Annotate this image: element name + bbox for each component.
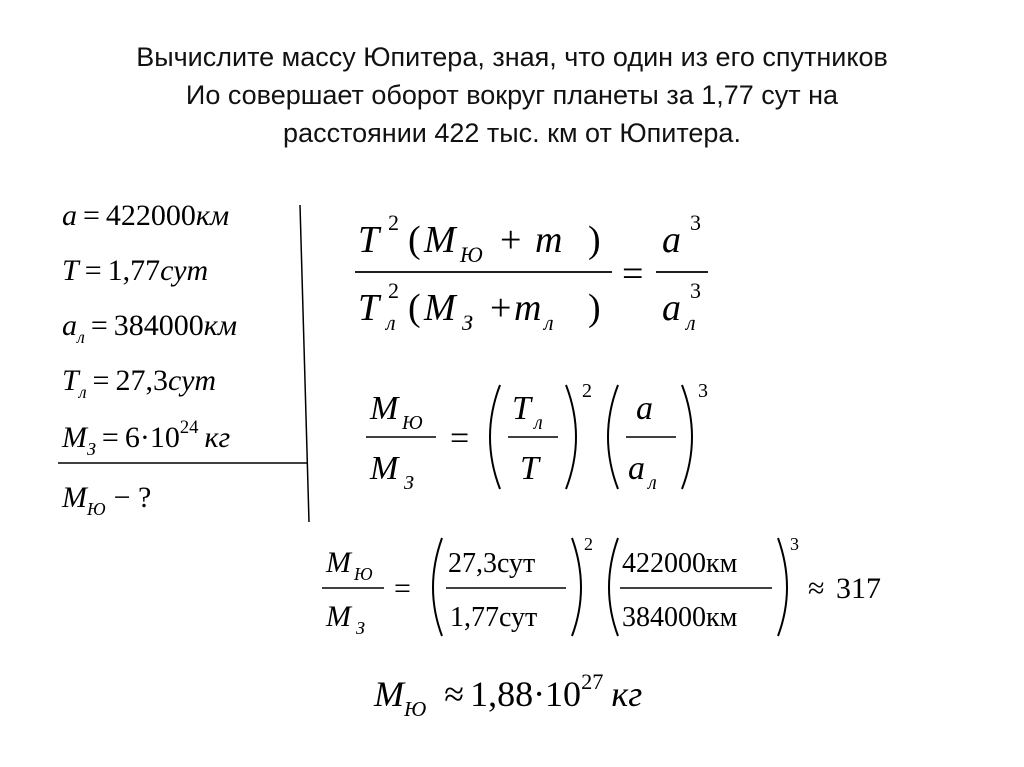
- given-a-moon: $a_л = 384000км$: [62, 309, 237, 348]
- numeric-result: 317: [836, 572, 881, 605]
- kepler-den-m: M: [424, 287, 456, 329]
- given-m-earth: $M_З = 6\cdot 10^{24}$ кг: [62, 417, 231, 460]
- ratio-p2-exp: 3: [698, 380, 708, 402]
- numeric-p1-num: 27,3сут: [448, 548, 536, 579]
- kepler-rhs-den-sub: л: [686, 310, 696, 335]
- given-m-earth-symbol: M: [62, 421, 87, 454]
- ratio-p1-exp: 2: [582, 380, 592, 402]
- given-m-earth-sub: З: [87, 439, 96, 460]
- numeric-lhs-num-m: M: [326, 546, 351, 579]
- ratio-p1-den-t: T: [520, 450, 539, 487]
- numeric-lhs-num-sub: Ю: [354, 564, 373, 584]
- kepler-num-lparen: (: [408, 219, 421, 261]
- title-line-3: расстоянии 422 тыс. км от Юпитера.: [283, 118, 741, 148]
- numeric-p2-rparen: [778, 538, 787, 636]
- kepler-rhs-den-a: a: [662, 287, 681, 329]
- given-a-moon-value: 384000: [113, 309, 204, 342]
- kepler-num-small-m: m: [535, 219, 563, 261]
- kepler-den-lparen: (: [408, 287, 421, 329]
- final-answer: [374, 669, 643, 721]
- kepler-den-small-m-sub: л: [544, 310, 554, 335]
- ratio-p2-rparen: [682, 385, 692, 489]
- kepler-num-m-sub: Ю: [460, 242, 483, 267]
- numeric-p2-lparen: [609, 538, 618, 636]
- kepler-den-t-sub: л: [386, 310, 396, 335]
- given-a-value: 422000: [105, 199, 196, 232]
- kepler-num-m: M: [424, 219, 456, 261]
- given-t-moon: $T_л = 27,3сут$: [62, 364, 217, 403]
- numeric-formula: [320, 530, 900, 640]
- kepler-den-plus: +: [490, 287, 512, 329]
- given-m-earth-exp: 24: [179, 417, 199, 439]
- find-symbol: M: [62, 481, 87, 514]
- ratio-lhs-num-m: M: [370, 390, 399, 427]
- ratio-p2-den-sub: л: [648, 472, 657, 494]
- kepler-num-t: T: [358, 219, 380, 261]
- answer-sub: Ю: [404, 696, 427, 721]
- answer-approx: ≈: [444, 674, 465, 714]
- kepler-rhs-den-exp: 3: [690, 278, 701, 303]
- numeric-approx: ≈: [808, 572, 825, 605]
- given-t-moon-symbol: T: [62, 364, 79, 397]
- answer-unit: кг: [611, 674, 643, 714]
- answer-symbol: M: [374, 674, 404, 714]
- numeric-p2-num: 422000км: [622, 548, 738, 579]
- numeric-p1-lparen: [433, 538, 442, 636]
- ratio-p1-lparen: [490, 385, 500, 489]
- numeric-p1-exp: 2: [584, 534, 593, 554]
- ratio-p1-num-t: T: [512, 390, 531, 427]
- answer-value: 1,88·10: [470, 674, 582, 714]
- given-a-unit: км: [195, 199, 230, 232]
- ratio-p1-num-sub: л: [534, 412, 543, 434]
- numeric-equals: =: [394, 572, 411, 605]
- answer-exp: 27: [581, 669, 604, 695]
- given-t: T = 1,77сут: [62, 254, 209, 287]
- ratio-p1-rparen: [566, 385, 576, 489]
- ratio-equals: =: [450, 420, 470, 457]
- numeric-p1-den: 1,77сут: [450, 602, 538, 633]
- find-question: − ?: [113, 481, 152, 514]
- kepler-equals: =: [622, 253, 644, 295]
- ratio-p2-lparen: [608, 385, 618, 489]
- given-t-moon-value: 27,3: [115, 364, 168, 397]
- kepler-den-rparen: ): [588, 287, 601, 329]
- ratio-formula: [360, 375, 720, 500]
- kepler-den-t: T: [358, 287, 380, 329]
- title-line-1: Вычислите массу Юпитера, зная, что один из его спутников: [136, 42, 888, 72]
- kepler-formula: [350, 200, 730, 340]
- given-t-unit: сут: [160, 254, 209, 287]
- given-m-earth-value: 6·10: [124, 421, 180, 454]
- numeric-p2-den: 384000км: [622, 602, 738, 633]
- given-a-moon-symbol: a: [62, 309, 77, 342]
- given-m-earth-unit: кг: [204, 421, 231, 454]
- ratio-lhs-den-m: M: [370, 450, 399, 487]
- given-a-moon-unit: км: [203, 309, 237, 342]
- given-t-moon-sub: л: [78, 382, 87, 403]
- kepler-num-plus: +: [500, 219, 522, 261]
- ratio-lhs-num-sub: Ю: [402, 412, 423, 434]
- given-t-value: 1,77: [107, 254, 161, 287]
- kepler-rhs-num-exp: 3: [690, 210, 701, 235]
- given-t-moon-unit: сут: [167, 364, 217, 397]
- given-t-symbol: T: [62, 254, 79, 287]
- kepler-num-t-exp: 2: [388, 210, 399, 235]
- ratio-p2-num-a: a: [636, 390, 653, 427]
- numeric-p1-rparen: [572, 538, 581, 636]
- given-a: a = 422000км: [62, 199, 230, 232]
- kepler-num-rparen: ): [588, 219, 601, 261]
- numeric-p2-exp: 3: [790, 534, 799, 554]
- kepler-rhs-num-a: a: [662, 219, 681, 261]
- ratio-lhs-den-sub: З: [404, 472, 414, 494]
- given-a-symbol: a: [62, 199, 77, 232]
- kepler-den-small-m: m: [514, 287, 542, 329]
- title-line-2: Ио совершает оборот вокруг планеты за 1,77 сут на: [185, 80, 839, 110]
- find-sub: Ю: [87, 499, 106, 520]
- kepler-den-t-exp: 2: [388, 278, 399, 303]
- numeric-lhs-den-sub: З: [356, 618, 365, 638]
- kepler-den-m-sub: З: [462, 310, 473, 335]
- ratio-p2-den-a: a: [628, 450, 645, 487]
- given-vertical-divider: [300, 205, 309, 522]
- given-a-moon-sub: л: [77, 327, 85, 348]
- numeric-lhs-den-m: M: [326, 600, 351, 633]
